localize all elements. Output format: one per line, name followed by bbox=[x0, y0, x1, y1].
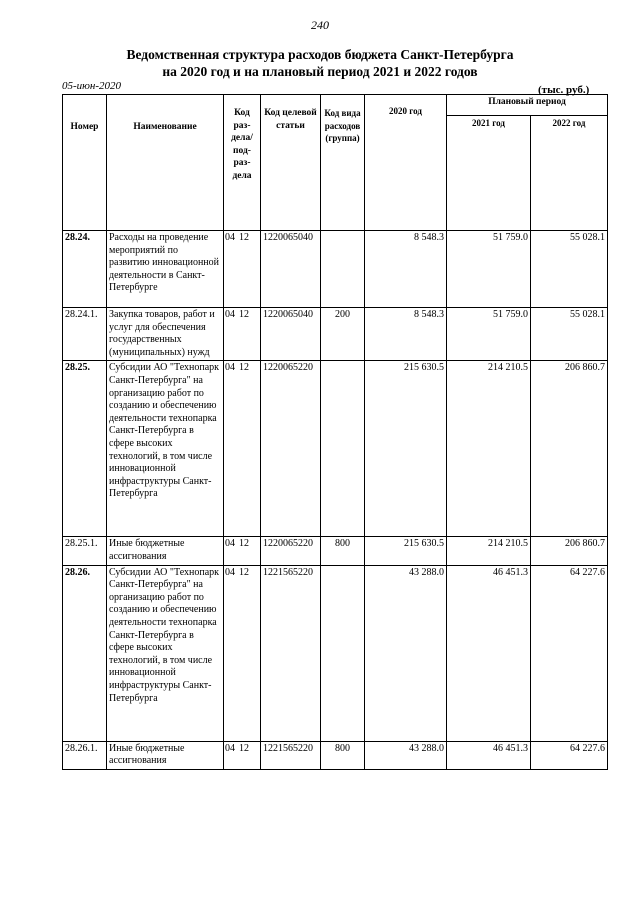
row-section-code: 04 bbox=[225, 232, 235, 243]
row-target: 1220065220 bbox=[261, 537, 321, 565]
header-2021: 2021 год bbox=[447, 116, 531, 231]
header-planned-period: Плановый период bbox=[447, 95, 608, 116]
title-line-2: на 2020 год и на плановый период 2021 и 2022 годов bbox=[162, 64, 478, 79]
row-expense-type: 200 bbox=[321, 308, 365, 361]
row-expense-type: 800 bbox=[321, 741, 365, 769]
document-title bbox=[0, 46, 640, 80]
row-number: 28.24.1. bbox=[63, 308, 107, 361]
row-section-code: 04 bbox=[225, 538, 235, 550]
row-2020: 8 548.3 bbox=[365, 308, 447, 361]
row-target: 1221565220 bbox=[261, 565, 321, 741]
row-2021: 214 210.5 bbox=[447, 361, 531, 537]
row-section bbox=[224, 308, 261, 361]
row-2021: 214 210.5 bbox=[447, 537, 531, 565]
row-target: 1220065220 bbox=[261, 361, 321, 537]
row-2022: 206 860.7 bbox=[531, 537, 608, 565]
budget-table bbox=[62, 94, 608, 770]
row-number: 28.26. bbox=[63, 565, 107, 741]
row-target: 1221565220 bbox=[261, 741, 321, 769]
row-2020: 215 630.5 bbox=[365, 537, 447, 565]
row-subsection-code: 12 bbox=[239, 538, 249, 550]
header-2020: 2020 год bbox=[365, 95, 447, 231]
row-2021: 46 451.3 bbox=[447, 741, 531, 769]
row-section-code: 04 bbox=[225, 742, 235, 754]
row-target: 1220065040 bbox=[261, 308, 321, 361]
table-row bbox=[63, 308, 608, 361]
row-name: Субсидии АО "Технопарк Санкт-Петербурга" на организацию работ по созданию и обеспечению деятельности технопарка Санкт-Петербурга в сфере высоких технологий, в том числе инновационной инфраструктуры Санкт-Петербурга bbox=[107, 361, 224, 537]
row-section-code: 04 bbox=[225, 566, 235, 578]
row-section-code: 04 bbox=[225, 362, 235, 374]
row-expense-type: 800 bbox=[321, 537, 365, 565]
page-number: 240 bbox=[311, 18, 329, 32]
row-section bbox=[224, 231, 261, 308]
table-row bbox=[63, 231, 608, 308]
row-2022: 64 227.6 bbox=[531, 741, 608, 769]
document-date: 05-июн-2020 bbox=[62, 80, 122, 92]
row-number: 28.25. bbox=[63, 361, 107, 537]
row-2022: 55 028.1 bbox=[531, 308, 608, 361]
row-section bbox=[224, 741, 261, 769]
row-2021: 46 451.3 bbox=[447, 565, 531, 741]
row-subsection-code: 12 bbox=[239, 566, 249, 578]
header-2022: 2022 год bbox=[531, 116, 608, 231]
row-2022: 206 860.7 bbox=[531, 361, 608, 537]
header-row-1 bbox=[63, 95, 608, 116]
table-row bbox=[63, 537, 608, 565]
row-expense-type bbox=[321, 565, 365, 741]
table-row bbox=[63, 361, 608, 537]
row-2020: 215 630.5 bbox=[365, 361, 447, 537]
row-number: 28.24. bbox=[63, 231, 107, 308]
row-name: Закупка товаров, работ и услуг для обеспечения государственных (муниципальных) нужд bbox=[107, 308, 224, 361]
row-section-code: 04 bbox=[225, 309, 235, 320]
row-section bbox=[224, 537, 261, 565]
header-name: Наименование bbox=[107, 95, 224, 231]
row-2020: 8 548.3 bbox=[365, 231, 447, 308]
header-section: Код раз-дела/ под-раз-дела bbox=[224, 95, 261, 231]
row-2021: 51 759.0 bbox=[447, 231, 531, 308]
row-name: Иные бюджетные ассигнования bbox=[107, 741, 224, 769]
row-name: Субсидии АО "Технопарк Санкт-Петербурга" на организацию работ по созданию и обеспечению деятельности технопарка Санкт-Петербурга в сфере высоких технологий, в том числе инновационной инфраструктуры Санкт-Петербурга bbox=[107, 565, 224, 741]
row-2020: 43 288.0 bbox=[365, 565, 447, 741]
row-subsection-code: 12 bbox=[239, 309, 249, 320]
table-body bbox=[63, 231, 608, 770]
row-expense-type bbox=[321, 361, 365, 537]
row-subsection-code: 12 bbox=[239, 232, 249, 243]
row-number: 28.26.1. bbox=[63, 741, 107, 769]
header-number: Номер bbox=[63, 95, 107, 231]
header-target: Код целевой статьи bbox=[261, 95, 321, 231]
row-name: Расходы на проведение мероприятий по развитию инновационной деятельности в Санкт-Петербурге bbox=[107, 231, 224, 308]
row-2022: 55 028.1 bbox=[531, 231, 608, 308]
row-2020: 43 288.0 bbox=[365, 741, 447, 769]
title-line-1: Ведомственная структура расходов бюджета Санкт-Петербурга bbox=[126, 47, 514, 62]
row-name: Иные бюджетные ассигнования bbox=[107, 537, 224, 565]
table-row bbox=[63, 565, 608, 741]
units-label: (тыс. руб.) bbox=[538, 84, 590, 96]
table-row bbox=[63, 741, 608, 769]
row-subsection-code: 12 bbox=[239, 742, 249, 754]
row-subsection-code: 12 bbox=[239, 362, 249, 374]
row-section bbox=[224, 565, 261, 741]
row-number: 28.25.1. bbox=[63, 537, 107, 565]
row-target: 1220065040 bbox=[261, 231, 321, 308]
row-section bbox=[224, 361, 261, 537]
row-2022: 64 227.6 bbox=[531, 565, 608, 741]
row-expense-type bbox=[321, 231, 365, 308]
header-expense-type: Код вида расходов (группа) bbox=[321, 95, 365, 231]
row-2021: 51 759.0 bbox=[447, 308, 531, 361]
